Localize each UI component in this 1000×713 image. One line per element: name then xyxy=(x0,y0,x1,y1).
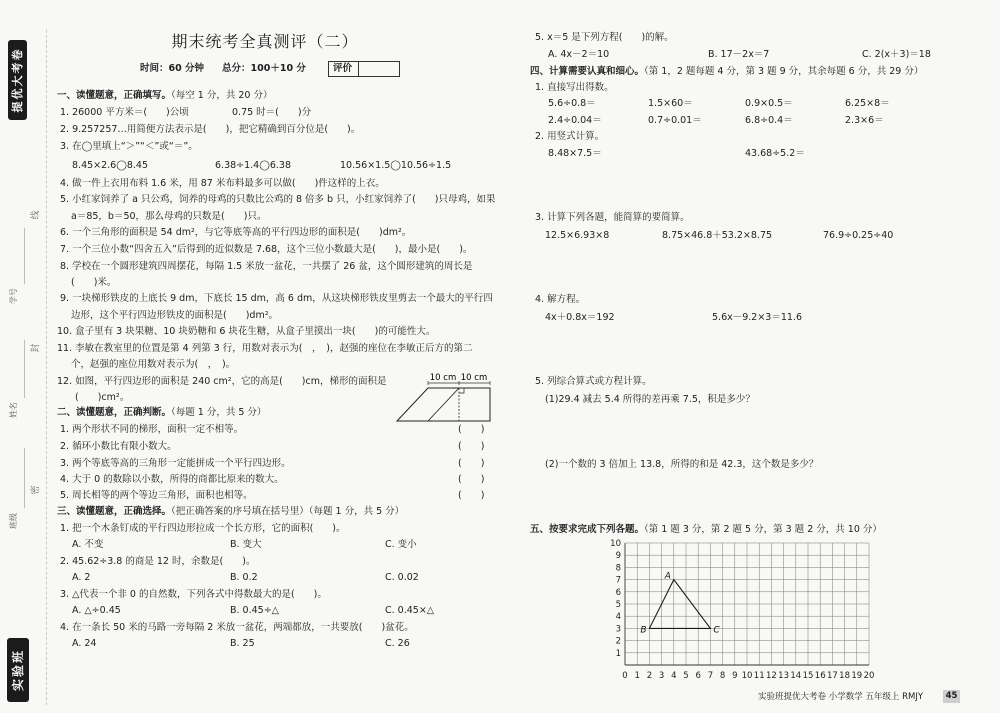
s1-q3: 3. 在◯里填上“＞”“＜”或“＝”。 xyxy=(60,141,198,152)
x-tick-label: 5 xyxy=(683,671,689,681)
s3-q4-option-a: A. 24 xyxy=(72,638,97,649)
x-tick-label: 8 xyxy=(719,671,726,681)
section-1-heading xyxy=(57,90,272,102)
x-tick-label: 16 xyxy=(814,671,826,681)
page-number: 45 xyxy=(943,690,960,703)
rating-box xyxy=(328,61,400,77)
binding-dashed-line xyxy=(46,30,47,705)
x-tick-label: 17 xyxy=(826,671,838,681)
y-tick-label: 10 xyxy=(610,539,621,549)
s4-q1-item: 5.6÷0.8＝ xyxy=(548,98,596,109)
binding-char: 密 xyxy=(31,485,41,495)
s1-q3-item: 10.56×1.5◯10.56÷1.5 xyxy=(340,160,452,171)
s3-q5: 5. x＝5 是下列方程( )的解。 xyxy=(535,32,674,43)
section-2-heading xyxy=(57,407,266,419)
y-tick-label: 8 xyxy=(615,563,621,574)
section-2-title: 二、读懂题意，正确判断。 xyxy=(57,407,172,418)
binding-char: 封 xyxy=(31,343,41,353)
s1-q5-line1: 5. 小红家饲养了 a 只公鸡，饲养的母鸡的只数比公鸡的 8 倍多 b 只，小红家饲养了( )只母鸡，如果 xyxy=(60,194,496,205)
footer-book-info: 实验班提优大考卷 小学数学 五年级上 RMJY xyxy=(758,692,924,702)
s2-item: 2. 循环小数比有限小数大。 xyxy=(60,441,177,452)
x-tick-label: 18 xyxy=(839,671,851,681)
s3-q2-option-b: B. 0.2 xyxy=(230,572,258,583)
s3-q2: 2. 45.62÷3.8 的商是 12 时，余数是( )。 xyxy=(60,556,256,567)
s1-q8-line1: 8. 学校在一个圆形建筑四周摆花，每隔 1.5 米放一盆花，一共摆了 26 盆，这个圆形建筑的周长是 xyxy=(60,261,473,272)
section-1-title: 一、读懂题意，正确填写。 xyxy=(57,90,172,101)
s3-q1-option-a: A. 不变 xyxy=(72,539,104,550)
s3-q2-option-c: C. 0.02 xyxy=(385,572,419,583)
s2-item: 3. 两个等底等高的三角形一定能拼成一个平行四边形。 xyxy=(60,458,291,469)
s4-q5-sub2: (2)一个数的 3 倍加上 13.8，所得的和是 42.3，这个数是多少？ xyxy=(545,459,819,470)
x-tick-label: 15 xyxy=(802,671,814,681)
section-3-title: 三、读懂题意，正确选择。 xyxy=(57,506,172,517)
s3-q4: 4. 在一条长 50 米的马路一旁每隔 2 米放一盆花，两端都放，一共要放( )盆花。 xyxy=(60,622,414,633)
s4-q5-sub1: (1)29.4 减去 5.4 所得的差再乘 7.5，积是多少？ xyxy=(545,394,755,405)
s1-q11-line2: 个，赵强的座位用数对表示为( ， )。 xyxy=(71,359,236,370)
field-write-line xyxy=(24,448,25,508)
brand-tab-label: 提优大考卷 xyxy=(11,47,24,113)
q12-dimension-label: 10 cm xyxy=(460,373,488,383)
rating-cell xyxy=(358,61,400,77)
s1-q11-line1: 11. 李敏在教室里的位置是第 4 列第 3 行，用数对表示为( ， )，赵强的座位在李敏正后方的第二 xyxy=(57,343,473,354)
s3-q4-option-c: C. 26 xyxy=(385,638,410,649)
x-tick-label: 7 xyxy=(707,671,714,681)
y-tick-label: 9 xyxy=(615,551,621,562)
s2-item: 1. 两个形状不同的梯形，面积一定不相等。 xyxy=(60,424,244,435)
s1-q3-item: 6.38÷1.4◯6.38 xyxy=(215,160,292,171)
q12-dimension-label: 10 cm xyxy=(429,373,457,383)
y-tick-label: 7 xyxy=(615,575,621,586)
s3-q5-option-a: A. 4x－2＝10 xyxy=(548,49,610,60)
brand-tab xyxy=(8,40,27,120)
s3-q1-option-c: C. 变小 xyxy=(385,539,417,550)
exam-time: 时间：60 分钟 xyxy=(140,63,205,74)
s4-q1-item: 2.4÷0.04＝ xyxy=(548,115,602,126)
right-angle-mark xyxy=(459,388,464,393)
s4-q3-item: 76.9÷0.25÷40 xyxy=(823,230,894,241)
vertex-label-c: C xyxy=(713,625,720,636)
s3-q1: 1. 把一个木条钉成的平行四边形拉成一个长方形，它的面积( )。 xyxy=(60,523,346,534)
field-label-student-number: 学号 xyxy=(9,288,18,304)
s1-q6: 6. 一个三角形的面积是 54 dm²，与它等底等高的平行四边形的面积是( )dm²。 xyxy=(60,227,412,238)
s2-answer-box: ( ) xyxy=(458,490,485,501)
s4-q1-item: 2.3×6＝ xyxy=(845,115,884,126)
s3-q2-option-a: A. 2 xyxy=(72,572,91,583)
s4-q3: 3. 计算下列各题，能简算的要简算。 xyxy=(535,212,690,223)
s2-answer-box: ( ) xyxy=(458,424,485,435)
section-4-heading xyxy=(530,66,923,78)
page-title: 期末统考全真测评（二） xyxy=(171,32,359,51)
publisher-logo-text: 实验班 xyxy=(11,649,25,692)
s4-q1: 1. 直接写出得数。 xyxy=(535,82,614,93)
s2-answer-box: ( ) xyxy=(458,458,485,469)
s1-q1: 1. 26000 平方米＝( )公顷 xyxy=(60,107,189,118)
s4-q1-item: 6.25×8＝ xyxy=(845,98,890,109)
x-tick-label: 10 xyxy=(741,671,753,681)
s4-q3-item: 8.75×46.8＋53.2×8.75 xyxy=(662,230,773,241)
x-tick-label: 14 xyxy=(790,671,802,681)
s1-q12-line1: 12. 如图，平行四边形的面积是 240 cm²，它的高是( )cm，梯形的面积是 xyxy=(57,376,387,387)
y-tick-label: 3 xyxy=(615,624,621,635)
x-tick-label: 9 xyxy=(732,671,738,681)
s1-q9-line1: 9. 一块梯形铁皮的上底长 9 dm，下底长 15 dm，高 6 dm，从这块梯形铁皮里剪去一个最大的平行四 xyxy=(60,293,493,304)
y-tick-label: 6 xyxy=(615,587,621,598)
field-write-line xyxy=(24,340,25,398)
s3-q3-option-b: B. 0.45÷△ xyxy=(230,605,279,616)
q12-figure xyxy=(392,370,492,426)
section-4-note: （第 1，2 题每题 4 分，第 3 题 9 分，其余每题 6 分，共 29 分） xyxy=(644,66,924,77)
s2-answer-box: ( ) xyxy=(458,474,485,485)
section-5-note: （第 1 题 3 分，第 2 题 5 分，第 3 题 2 分，共 10 分） xyxy=(644,524,882,535)
s1-q2: 2. 9.257257…用简便方法表示是( )，把它精确到百分位是( )。 xyxy=(60,124,361,135)
s2-item: 4. 大于 0 的数除以小数，所得的商都比原来的数大。 xyxy=(60,474,284,485)
s3-q1-option-b: B. 变大 xyxy=(230,539,262,550)
s3-q4-option-b: B. 25 xyxy=(230,638,255,649)
s4-q2-item: 8.48×7.5＝ xyxy=(548,148,602,159)
publisher-logo xyxy=(7,638,29,702)
x-tick-label: 3 xyxy=(658,671,665,681)
s4-q4: 4. 解方程。 xyxy=(535,294,586,305)
binding-char: 线 xyxy=(31,210,41,220)
s1-q4: 4. 做一件上衣用布料 1.6 米，用 87 米布料最多可以做( )件这样的上衣。 xyxy=(60,178,385,189)
s1-q8-line2: ( )米。 xyxy=(71,277,117,288)
y-tick-label: 4 xyxy=(615,612,621,623)
section-3-note: （把正确答案的序号填在括号里）（每题 1 分，共 5 分） xyxy=(171,506,405,517)
field-label-class: 班级 xyxy=(9,513,18,529)
s4-q5: 5. 列综合算式或方程计算。 xyxy=(535,376,652,387)
s1-q12-line2: ( )cm²。 xyxy=(75,392,130,403)
section-2-note: （每题 1 分，共 5 分） xyxy=(171,407,267,418)
rating-label: 评价 xyxy=(333,63,353,74)
s4-q1-item: 1.5×60＝ xyxy=(648,98,693,109)
s1-q10: 10. 盒子里有 3 块果糖、10 块奶糖和 6 块花生糖，从盒子里摸出一块( )的可能性大。 xyxy=(57,326,436,337)
s2-item: 5. 周长相等的两个等边三角形，面积也相等。 xyxy=(60,490,253,501)
x-tick-label: 0 xyxy=(622,671,628,681)
field-label-name: 姓名 xyxy=(9,402,18,418)
s3-q5-option-c: C. 2(x＋3)＝18 xyxy=(862,49,931,60)
s1-q1-part2: 0.75 时＝( )分 xyxy=(232,107,312,118)
s1-q7: 7. 一个三位小数“四舍五入”后得到的近似数是 7.68，这个三位小数最大是( )，最小是( )。 xyxy=(60,244,473,255)
s4-q1-item: 0.7÷0.01＝ xyxy=(648,115,702,126)
section-5-title: 五、按要求完成下列各题。 xyxy=(530,524,645,535)
vertex-label-a: A xyxy=(664,571,671,582)
x-tick-label: 1 xyxy=(634,671,640,681)
x-tick-label: 12 xyxy=(765,671,777,681)
x-tick-label: 4 xyxy=(671,671,677,681)
section-1-note: （每空 1 分，共 20 分） xyxy=(171,90,273,101)
x-tick-label: 19 xyxy=(851,671,863,681)
s4-q3-item: 12.5×6.93×8 xyxy=(545,230,610,241)
s1-q5-line2: a＝85，b＝50，那么母鸡的只数是( )只。 xyxy=(71,211,267,222)
y-tick-label: 2 xyxy=(615,636,621,647)
x-tick-label: 2 xyxy=(646,671,653,681)
field-write-line xyxy=(24,228,25,284)
vertex-label-b: B xyxy=(640,625,647,636)
s3-q3-option-c: C. 0.45×△ xyxy=(385,605,435,616)
s1-q9-line2: 边形，这个平行四边形铁皮的面积是( )dm²。 xyxy=(71,310,279,321)
s3-q5-option-b: B. 17－2x＝7 xyxy=(708,49,770,60)
section-3-heading xyxy=(57,506,404,518)
s3-q3-option-a: A. △÷0.45 xyxy=(72,605,121,616)
x-tick-label: 20 xyxy=(863,671,875,681)
s4-q4-item: 4x＋0.8x＝192 xyxy=(545,312,615,323)
s4-q2-item: 43.68÷5.2＝ xyxy=(745,148,805,159)
exam-total-score: 总分：100＋10 分 xyxy=(222,63,306,74)
parallelogram-edge xyxy=(428,388,459,421)
y-tick-label: 1 xyxy=(615,648,621,659)
s1-q3-item: 8.45×2.6◯8.45 xyxy=(72,160,149,171)
x-tick-label: 6 xyxy=(695,671,701,681)
coordinate-grid xyxy=(600,535,885,685)
y-tick-label: 5 xyxy=(615,600,621,610)
s3-q3: 3. △代表一个非 0 的自然数，下列各式中得数最大的是( )。 xyxy=(60,589,327,600)
s2-answer-box: ( ) xyxy=(458,441,485,452)
s4-q2: 2. 用竖式计算。 xyxy=(535,131,605,142)
s4-q4-item: 5.6x－9.2×3＝11.6 xyxy=(712,312,802,323)
section-4-title: 四、计算需要认真和细心。 xyxy=(530,66,645,77)
x-tick-label: 13 xyxy=(778,671,790,681)
s4-q1-item: 0.9×0.5＝ xyxy=(745,98,793,109)
s4-q1-item: 6.8÷0.4＝ xyxy=(745,115,793,126)
x-tick-label: 11 xyxy=(753,671,765,681)
